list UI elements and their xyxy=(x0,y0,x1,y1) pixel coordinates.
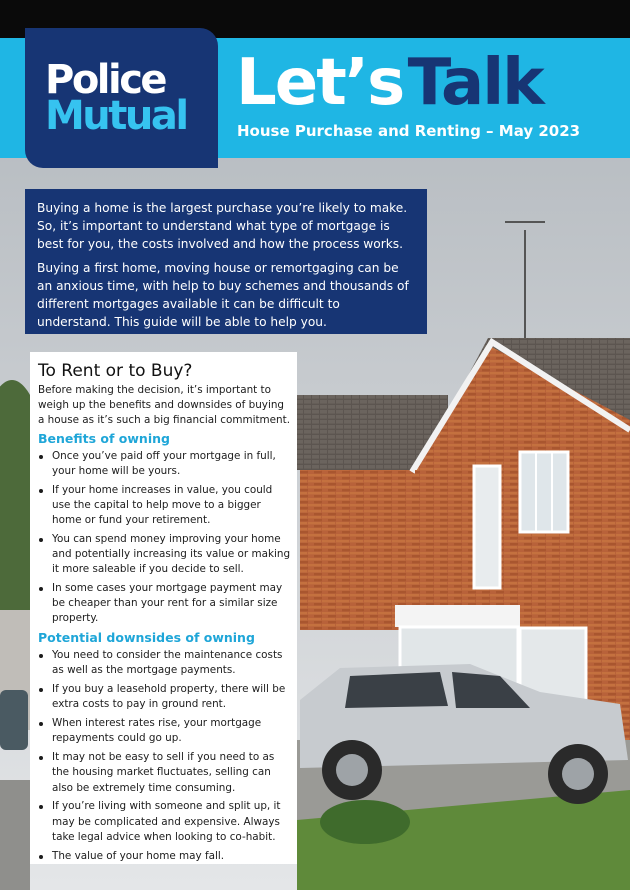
downside-item: It may not be easy to sell if you need to as the housing market fluctuates, selling can also be extremely time consuming. xyxy=(38,750,291,796)
rent-or-buy-lead: Before making the decision, it’s important to weigh up the benefits and downsides of buying a house as it’s such a big financial commitment. xyxy=(38,384,291,427)
logo-word-mutual: Mutual xyxy=(45,93,187,139)
page-title xyxy=(236,46,543,120)
rent-or-buy-heading: To Rent or to Buy? xyxy=(38,361,193,381)
benefits-list xyxy=(38,449,291,627)
downside-item: The value of your home may fall. xyxy=(38,849,291,864)
intro-paragraph: Buying a home is the largest purchase you’re likely to make. So, it’s important to understand what type of mortgage is best for you, the costs involved and how the process works. xyxy=(37,201,408,252)
rent-or-buy-panel xyxy=(30,352,297,864)
downsides-heading: Potential downsides of owning xyxy=(38,630,255,646)
title-part-lets: Let’s xyxy=(236,46,404,120)
title-part-talk: Talk xyxy=(407,46,543,120)
police-mutual-logo xyxy=(25,28,218,168)
benefit-item: Once you’ve paid off your mortgage in full, your home will be yours. xyxy=(38,449,291,479)
intro-box xyxy=(25,189,427,334)
downsides-list xyxy=(38,648,291,864)
benefit-item: You can spend money improving your home and potentially increasing its value or making it more saleable if you decide to sell. xyxy=(38,532,291,578)
downside-item: If you buy a leasehold property, there will be extra costs to pay in ground rent. xyxy=(38,682,291,712)
benefit-item: If your home increases in value, you could use the capital to help move to a bigger home or fund your retirement. xyxy=(38,483,291,529)
benefit-item: In some cases your mortgage payment may be cheaper than your rent for a similar size property. xyxy=(38,581,291,627)
downside-item: You need to consider the maintenance costs as well as the mortgage payments. xyxy=(38,648,291,678)
downside-item: If you’re living with someone and split up, it may be complicated and expensive. Always take legal advice when looking to co-habit. xyxy=(38,799,291,845)
benefits-heading: Benefits of owning xyxy=(38,430,170,446)
logo-word-police: Police xyxy=(45,57,166,103)
downside-item: When interest rates rise, your mortgage repayments could go up. xyxy=(38,716,291,746)
intro-paragraph: Buying a first home, moving house or remortgaging can be an anxious time, with help to buy schemes and thousands of different mortgages available it can be difficult to understand. This guide will be able to help you. xyxy=(37,260,409,330)
page-subtitle: House Purchase and Renting – May 2023 xyxy=(237,122,581,140)
